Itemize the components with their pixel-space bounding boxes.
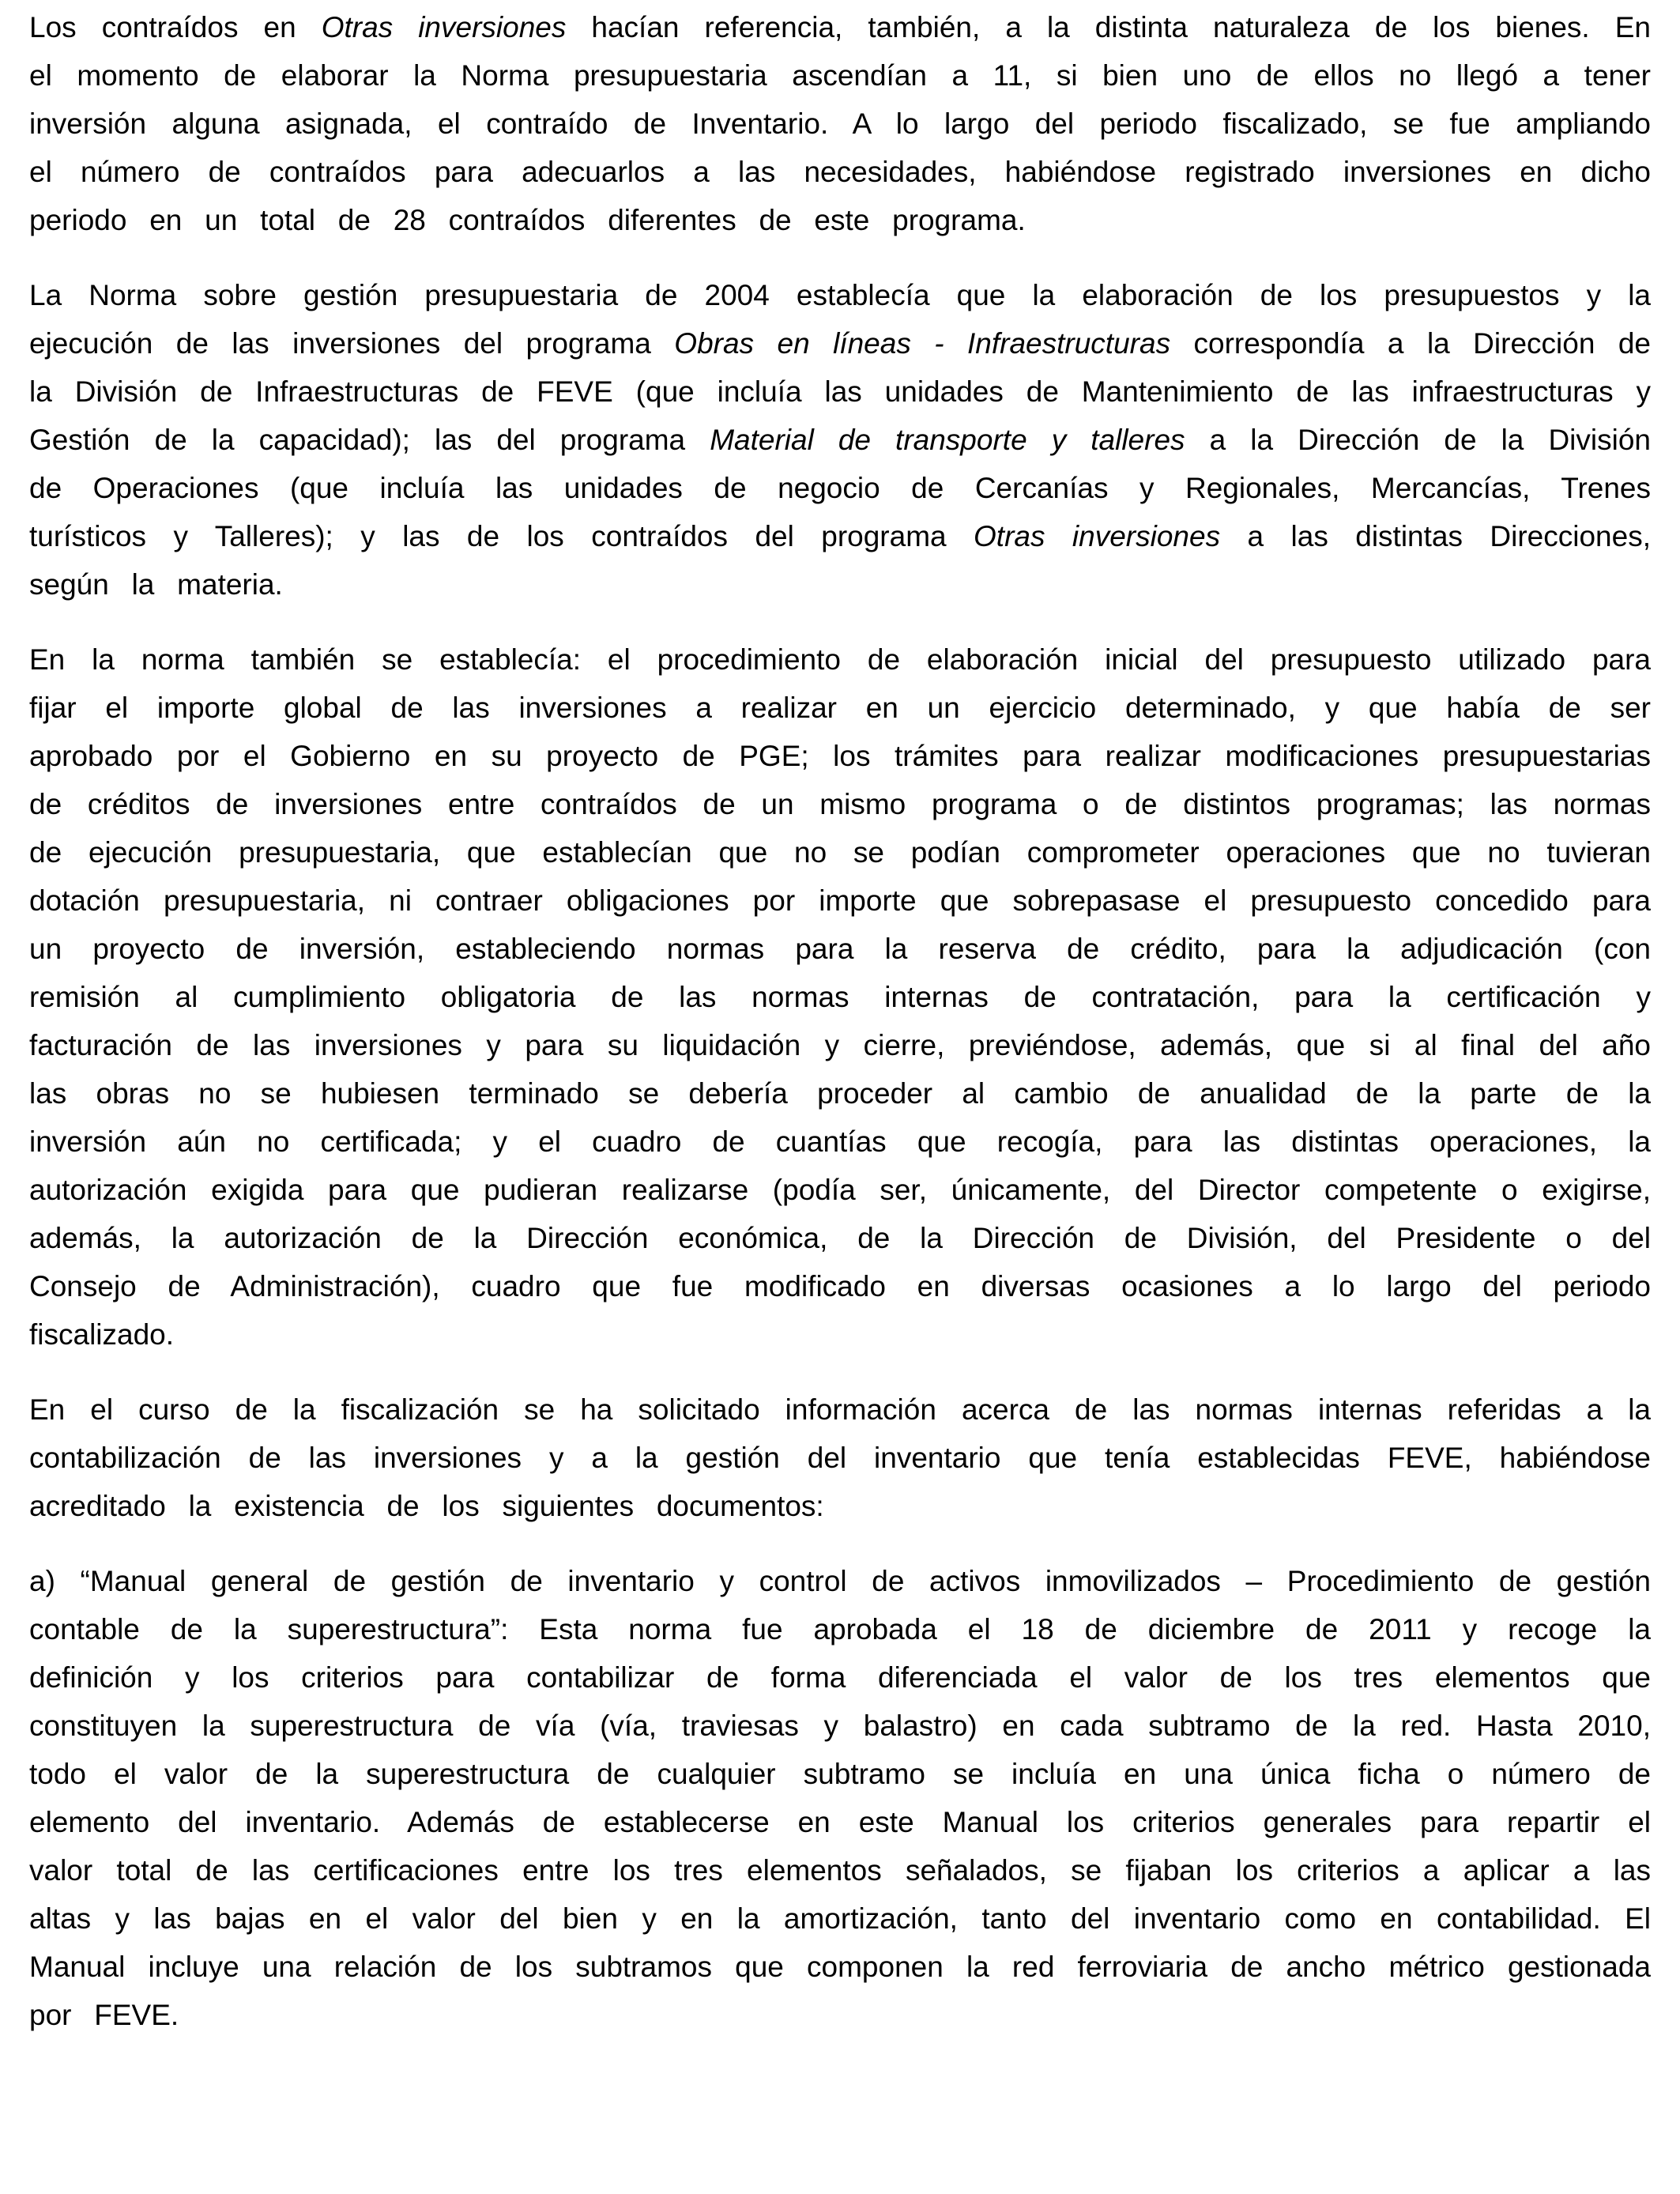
text-run: a) “Manual general de gestión de inventario y control de activos inmovilizados – Procedimiento de gestión contable de la superestructura”: Esta norma fue aprobada el 18 de diciembre de 2011 y recoge la definición y los criterios para contabilizar de forma diferenciada el valor de los tres elementos que constituyen la superestructura de vía (vía, traviesas y balastro) en cada subtramo de la red. Hasta 2010, todo el valor de la superestructura de cualquier subtramo se incluía en una única ficha o número de elemento del inventario. Además de establecerse en este Manual los criterios generales para repartir el valor total de las certificaciones entre los tres elementos señalados, se fijaban los criterios a aplicar a las altas y las bajas en el valor del bien y en la amortización, tanto del inventario como en contabilidad. El Manual incluye una relación de los subtramos que componen la red ferroviaria de ancho métrico gestionada por FEVE. (29, 1565, 1651, 2031)
text-run: En la norma también se establecía: el procedimiento de elaboración inicial del presupuesto utilizado para fijar el importe global de las inversiones a realizar en un ejercicio determinado, y que había de ser aprobado por el Gobierno en su proyecto de PGE; los trámites para realizar modificaciones presupuestarias de créditos de inversiones entre contraídos de un mismo programa o de distintos programas; las normas de ejecución presupuestaria, que establecían que no se podían comprometer operaciones que no tuvieran dotación presupuestaria, ni contraer obligaciones por importe que sobrepasase el presupuesto concedido para un proyecto de inversión, estableciendo normas para la reserva de crédito, para la adjudicación (con remisión al cumplimiento obligatoria de las normas internas de contratación, para la certificación y facturación de las inversiones y para su liquidación y cierre, previéndose, además, que si al final del año las obras no se hubiesen terminado se debería proceder al cambio de anualidad de la parte de la inversión aún no certificada; y el cuadro de cuantías que recogía, para las distintas operaciones, la autorización exigida para que pudieran realizarse (podía ser, únicamente, del Director competente o exigirse, además, la autorización de la Dirección económica, de la Dirección de División, del Presidente o del Consejo de Administración), cuadro que fue modificado en diversas ocasiones a lo largo del periodo fiscalizado. (29, 643, 1651, 1351)
text-block (29, 3, 1651, 2039)
italic-text-run: Otras inversiones (321, 11, 567, 43)
paragraph (29, 3, 1651, 244)
text-run: a la Dirección de la División de Operaciones (que incluía las unidades de negocio de Cercanías y Regionales, Mercancías, Trenes turísticos y Talleres); y las de los contraídos del programa (29, 424, 1651, 552)
paragraph (29, 1385, 1651, 1530)
italic-text-run: Obras en líneas - Infraestructuras (674, 327, 1171, 360)
italic-text-run: Otras inversiones (974, 520, 1221, 552)
text-run: En el curso de la fiscalización se ha solicitado información acerca de las normas internas referidas a la contabilización de las inversiones y a la gestión del inventario que tenía establecidas FEVE, habiéndose acreditado la existencia de los siguientes documentos: (29, 1393, 1651, 1522)
text-run: a las distintas Direcciones, según la materia. (29, 520, 1651, 601)
text-run: correspondía a la Dirección de la División de Infraestructuras de FEVE (que incluía las unidades de Mantenimiento de las infraestructuras y Gestión de la capacidad); las del programa (29, 327, 1651, 456)
text-run: Los contraídos en (29, 11, 322, 43)
text-run: hacían referencia, también, a la distinta naturaleza de los bienes. En el momento de elaborar la Norma presupuestaria ascendían a 11, si bien uno de ellos no llegó a tener inversión alguna asignada, el contraído de Inventario. A lo largo del periodo fiscalizado, se fue ampliando el número de contraídos para adecuarlos a las necesidades, habiéndose registrado inversiones en dicho periodo en un total de 28 contraídos diferentes de este programa. (29, 11, 1652, 236)
text-run: La Norma sobre gestión presupuestaria de 2004 establecía que la elaboración de los presupuestos y la ejecución de las inversiones del programa (29, 279, 1651, 360)
paragraph (29, 1557, 1651, 2039)
paragraph (29, 635, 1651, 1359)
paragraph (29, 271, 1651, 609)
italic-text-run: Material de transporte y talleres (710, 424, 1185, 456)
